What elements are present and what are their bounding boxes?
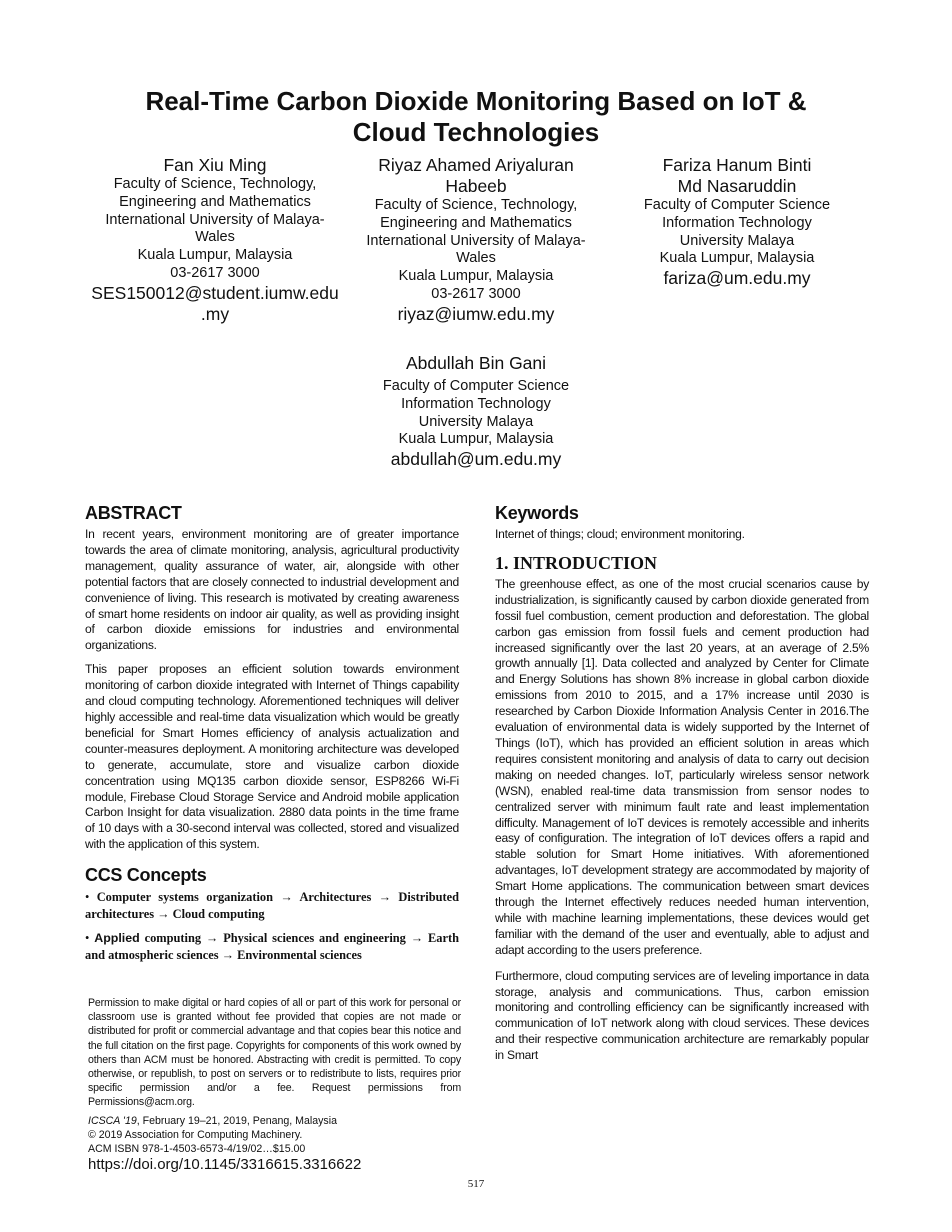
permission-notice: Permission to make digital or hard copies of all or part of this work for personal or classroom use is granted without fee provided that copies are not made or distributed for profit or commercial advantage and that copies bear this notice and the full citation on the first page. Copyrights for components of this work owned by others than ACM must be honored. Abstracting with credit is permitted. To copy otherwise, or republish, to post on servers or to redistribute to lists, requires prior specific permission and/or a fee. Request permissions from Permissions@acm.org. (88, 997, 461, 1109)
ccs-heading: CCS Concepts (85, 865, 207, 886)
introduction-paragraph: The greenhouse effect, as one of the most crucial scenarios cause by industrialization, is significantly caused by carbon dioxide generated from fossil fuel combustion, cement production and deforestation. The global carbon gas emission from fossil fuels and cement production had increased significantly over the last 20 years, at an average of 2.5% growth annually [1]. Data collected and analyzed by Center for Climate and Energy Solutions has shown 8% increase in global carbon dioxide emissions from 2010 to 2015, and a 17% increase until 2030 is researched by Carbon Dioxide Information Analysis Center in 2016.The evaluation of environmental data is widely supported by the Internet of Things (IoT), which has provided an efficient solution in areas which requires consistent monitoring and analysis of data to carry out decision making on needed changes. IoT, particularly wireless sensor network (WSN), enabled real-time data transmission from sensor nodes to centralized server with minimum fault rate and least implementation difficulty. Management of IoT devices is remotely accessible and inherits easy of configuration. The integration of IoT devices offers a rapid and stable solution for Smart Home initiatives. With aforementioned advantages, IoT development strategy are accommodated by majority of Smart Home applications. The communication between smart devices through the Internet effectively reduces needed human intervention, while with machine learning implementations, these devices would get familiar with the demand of the user and eventually, able to adjust and adapt according to the users preference. (495, 576, 869, 957)
copyright-line: © 2019 Association for Computing Machinery. (88, 1129, 303, 1141)
page-number: 517 (467, 1178, 485, 1190)
paper-title (60, 86, 892, 148)
author-affiliation: Engineering and Mathematics (119, 193, 311, 210)
author-email[interactable]: .my (200, 303, 230, 324)
abstract-paragraph: This paper proposes an efficient solution towards environment monitoring of carbon dioxide integrated with Internet of Things capability and cloud computing technology. Aforementioned techniques will deliver highly accessible and real-time data visualization which would be greatly beneficial for Smart Homes efficiency of analysis actualization and counter-measures deployment. A monitoring architecture was developed to generate, accumulate, store and visualize carbon dioxide concentration using MQ135 carbon dioxide sensor, ESP8266 Wi-Fi module, Firebase Cloud Storage Service and Android mobile application Carbon Insight for data visualization. 2880 data points in the time frame of 10 days with a 30-second interval was collected, stored and visualized with the application of this system. (85, 662, 459, 852)
conference-name: ICSCA '19 (88, 1115, 137, 1127)
author-affiliation: Kuala Lumpur, Malaysia (398, 268, 554, 285)
author-name: Md Nasaruddin (677, 176, 797, 196)
keywords-heading: Keywords (495, 503, 579, 523)
author-email[interactable]: riyaz@iumw.edu.my (397, 303, 555, 324)
bullet-icon: • (85, 890, 90, 905)
author-affiliation: Kuala Lumpur, Malaysia (137, 247, 293, 264)
author-affiliation: Wales (456, 250, 496, 267)
author-affiliation: Faculty of Science, Technology, (374, 197, 578, 213)
author-affiliation: University Malaya (418, 413, 534, 430)
ccs-item (85, 889, 459, 922)
abstract-heading: ABSTRACT (85, 503, 182, 523)
bullet-icon: • (85, 931, 90, 946)
author-name: Fariza Hanum Binti (662, 155, 812, 175)
ccs-item-prefix: Applied (94, 931, 140, 946)
isbn-line: ACM ISBN 978-1-4503-6573-4/19/02…$15.00 (88, 1143, 306, 1155)
conference-details: , February 19–21, 2019, Penang, Malaysia (136, 1115, 337, 1127)
keywords-text: Internet of things; cloud; environment monitoring. (495, 527, 745, 541)
author-email[interactable]: SES150012@student.iumw.edu (91, 282, 339, 303)
author-name: Fan Xiu Ming (163, 155, 267, 175)
title-line-1: Real-Time Carbon Dioxide Monitoring Based on IoT & (145, 86, 807, 116)
author-name: Habeeb (445, 176, 507, 196)
author-phone: 03-2617 3000 (431, 285, 521, 302)
doi-link[interactable]: https://doi.org/10.1145/3316615.3316622 (88, 1156, 362, 1173)
author-name: Abdullah Bin Gani (405, 353, 547, 373)
author-affiliation: International University of Malaya- (105, 211, 325, 228)
introduction-heading: 1. INTRODUCTION (495, 552, 658, 573)
author-affiliation: International University of Malaya- (366, 232, 586, 249)
author-phone: 03-2617 3000 (170, 264, 260, 281)
author-block-1 (85, 155, 345, 325)
abstract-paragraph: In recent years, environment monitoring are of greater importance towards the area of climate monitoring, analysis, agricultural productivity management, quality assurance of water, air, alongside with other potential factors that are closely connected to industrial development and convenience of living. This research is motivated by creating awareness of smart home residents on indoor air quality, as well as providing insight of carbon dioxide emissions for industries and environmental organizations. (85, 527, 459, 653)
author-block-2 (347, 155, 605, 325)
author-affiliation: Information Technology (662, 214, 812, 231)
left-column (85, 503, 459, 971)
author-affiliation: Kuala Lumpur, Malaysia (659, 250, 815, 267)
ccs-item (85, 930, 459, 963)
author-affiliation: University Malaya (679, 232, 795, 249)
author-affiliation: Engineering and Mathematics (380, 214, 572, 231)
author-block-4 (347, 353, 605, 470)
ccs-item-text: Computer systems organization → Architectures → Distributed architectures → Cloud computing (85, 890, 459, 921)
conference-info (88, 1114, 337, 1128)
author-affiliation: Wales (195, 229, 235, 246)
author-name: Riyaz Ahamed Ariyaluran (378, 155, 574, 175)
introduction-paragraph: Furthermore, cloud computing services are of leveling importance in data storage, analysis and communications. Thus, carbon emission monitoring and controlling efficiency can be significantly increased with communication of IoT network along with cloud services. These devices and their respective communication architecture are remarkably popular in Smart (495, 968, 869, 1063)
author-email[interactable]: fariza@um.edu.my (663, 268, 811, 289)
author-affiliation: Kuala Lumpur, Malaysia (398, 431, 554, 448)
title-line-2: Cloud Technologies (352, 117, 600, 147)
author-affiliation: Faculty of Science, Technology, (113, 176, 317, 192)
author-affiliation: Information Technology (401, 395, 551, 412)
author-block-3 (607, 155, 867, 289)
right-column (495, 503, 869, 1072)
author-affiliation: Faculty of Computer Science (643, 197, 831, 213)
author-email[interactable]: abdullah@um.edu.my (390, 449, 562, 470)
author-affiliation: Faculty of Computer Science (382, 378, 570, 394)
ccs-item-text: computing → Physical sciences and engineering → Earth and atmospheric sciences → Environmental sciences (85, 931, 459, 962)
